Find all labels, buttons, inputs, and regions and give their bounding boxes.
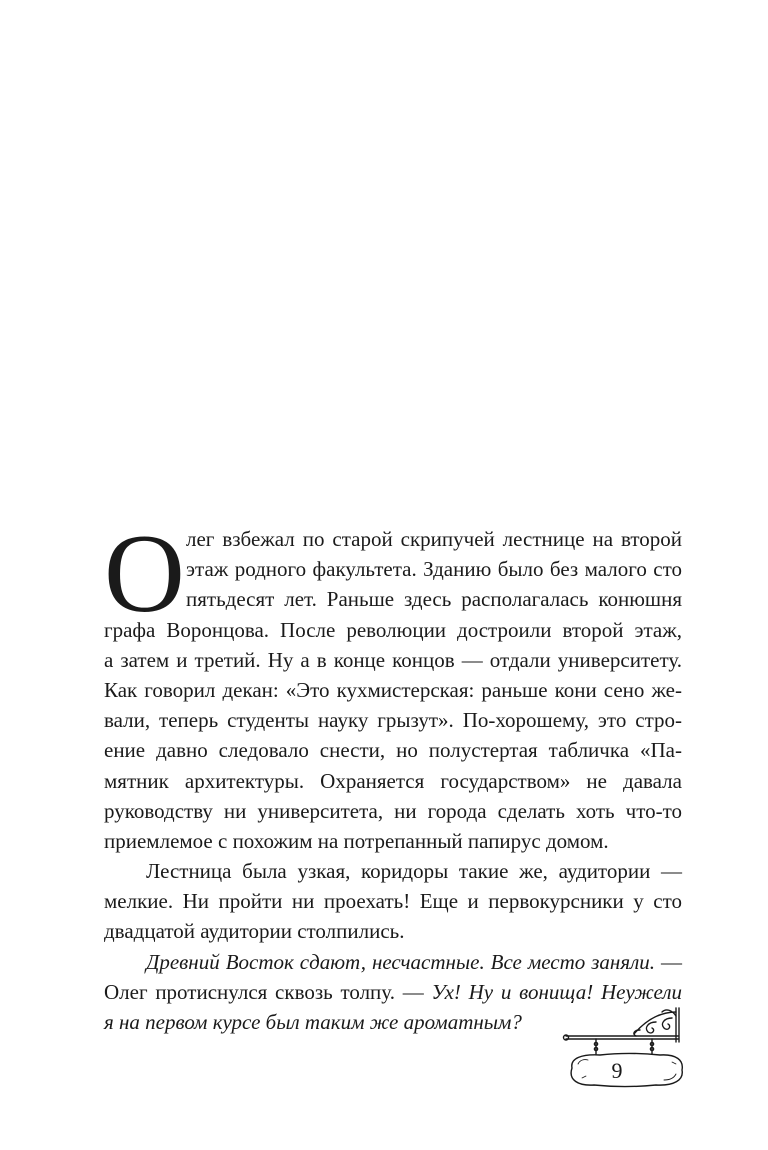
drop-cap-letter: О [104, 512, 185, 636]
text-line: этаж родного факультета. Зданию было без малого сто [186, 557, 682, 582]
dash-text: — [655, 949, 683, 974]
text-line: Как говорил декан: «Это кухмистерская: раньше кони сено же- [104, 677, 682, 702]
narration-text: Олег протиснулся сквозь толпу. — [104, 979, 432, 1004]
text-line: ение давно следовало снести, но полустертая табличка «Па- [104, 738, 682, 763]
text-line: пятьдесят лет. Раньше здесь располагалась конюшня [186, 587, 682, 612]
text-line: вали, теперь студенты науку грызут». По-хорошему, это стро- [104, 708, 682, 733]
text-line: лег взбежал по старой скрипучей лестнице на второй [186, 527, 682, 551]
text-line: мятник архитектуры. Охраняется государством» не давала [104, 768, 682, 793]
main-text-block [104, 512, 683, 1037]
italic-speech: Древний Восток сдают, несчастные. Все место заняли. [146, 949, 656, 974]
text-line: графа Воронцова. После революции достроили второй этаж, [104, 617, 682, 642]
text-line: а затем и третий. Ну а в конце концов — отдали университету. [104, 647, 682, 672]
text-line: я на первом курсе был таким же ароматным? [104, 1010, 522, 1034]
text-line: Лестница была узкая, коридоры такие же, аудитории — [146, 859, 682, 884]
page-number: 9 [611, 1058, 623, 1083]
text-line: приемлемое с похожим на потрепанный папирус домом. [104, 828, 609, 853]
text-line [104, 977, 682, 1007]
italic-speech: Ух! Ну и вонища! Неужели [431, 979, 682, 1004]
text-line [104, 947, 682, 977]
text-line: руководству ни университета, ни города сделать хоть что-то [104, 798, 682, 823]
text-line: двадцатой аудитории столпились. [104, 919, 405, 944]
text-line: мелкие. Ни пройти ни проехать! Еще и первокурсники у сто [104, 889, 682, 914]
